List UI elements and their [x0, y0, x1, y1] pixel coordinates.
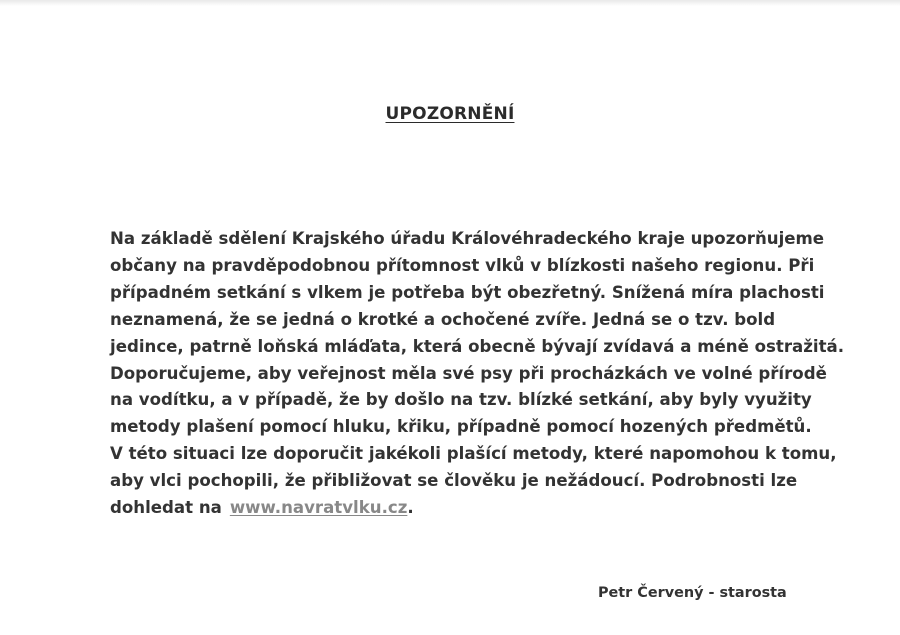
body-line: Doporučujeme, aby veřejnost měla své psy při procházkách ve volné přírodě [110, 363, 827, 383]
website-link[interactable]: www.navratvlku.cz [229, 498, 408, 518]
body-line: občany na pravděpodobnou přítomnost vlků v blízkosti našeho regionu. Při [110, 255, 815, 275]
body-line: jedince, patrně loňská mláďata, která obecně bývají zvídavá a méně ostražitá. [110, 336, 844, 356]
body-line: neznamená, že se jedná o krotké a ochočené zvíře. Jedná se o tzv. bold [110, 309, 776, 329]
body-line: Na základě sdělení Krajského úřadu Královéhradeckého kraje upozorňujeme [110, 229, 825, 248]
document-heading: UPOZORNĚNÍ [385, 104, 515, 124]
body-line: na vodítku, a v případě, že by došlo na tzv. blízké setkání, aby byly využity [110, 390, 812, 410]
body-line-last [110, 495, 810, 522]
body-line: metody plašení pomocí hluku, křiku, případně pomocí hozených předmětů. [110, 417, 812, 437]
body-line: aby vlci pochopili, že přibližovat se člověku je nežádoucí. Podrobnosti lze [110, 471, 798, 491]
scan-edge [0, 0, 900, 6]
signature: Petr Červený - starosta [598, 585, 787, 601]
last-line-suffix: . [407, 498, 414, 518]
notice-body [110, 226, 844, 522]
body-line: V této situaci lze doporučit jakékoli plašící metody, které napomohou k tomu, [110, 444, 837, 464]
body-line: případném setkání s vlkem je potřeba být obezřetný. Snížená míra plachosti [110, 282, 825, 302]
last-line-prefix: dohledat na [110, 498, 222, 518]
